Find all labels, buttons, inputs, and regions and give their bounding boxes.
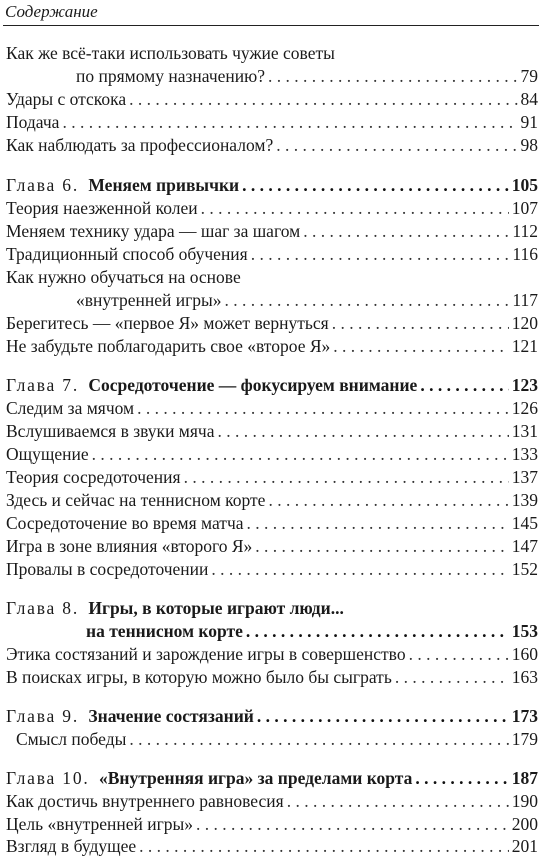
- toc-entry-page: 121: [511, 336, 538, 356]
- toc-entry-page: 152: [511, 559, 538, 579]
- leader-dots: [92, 443, 509, 466]
- chapter-page: 123: [511, 375, 538, 395]
- toc-entry-title: Не забудьте поблагодарить свое «второе Я»: [6, 336, 331, 356]
- leader-dots: [211, 558, 508, 581]
- toc-entry[interactable]: [6, 443, 538, 466]
- toc-entry[interactable]: [6, 312, 538, 335]
- toc-entry-title: Как наблюдать за профессионалом?: [6, 135, 274, 155]
- chapter-label: Глава 7.: [6, 375, 80, 395]
- toc-entry-title: Этика состязаний и зарождение игры в совершенство: [6, 644, 406, 664]
- toc-entry-page: 116: [512, 244, 538, 264]
- toc-entry-title: «внутренней игры»: [76, 290, 222, 310]
- header-rule: [3, 25, 539, 26]
- toc-entry[interactable]: [6, 266, 538, 289]
- leader-dots: [242, 174, 509, 197]
- toc-entry-title: Вслушиваемся в звуки мяча: [6, 421, 215, 441]
- toc-entry[interactable]: [6, 111, 538, 134]
- chapter-title: на теннисном корте: [86, 621, 243, 641]
- toc-entry-title: В поисках игры, в которую можно было бы сыграть: [6, 667, 392, 687]
- toc-entry[interactable]: [6, 535, 538, 558]
- leader-dots: [255, 535, 508, 558]
- toc-entry-title: Взгляд в будущее: [6, 836, 137, 856]
- chapter-heading[interactable]: [6, 374, 538, 397]
- toc-entry[interactable]: [6, 420, 538, 443]
- toc-entry-page: 163: [511, 667, 538, 687]
- leader-dots: [246, 620, 509, 643]
- chapter-label: Глава 8.: [6, 598, 80, 618]
- toc-entry-page: 190: [511, 791, 538, 811]
- chapter-heading[interactable]: [6, 767, 538, 790]
- toc-entry-page: 84: [520, 89, 538, 109]
- toc-entry[interactable]: [6, 558, 538, 581]
- toc-entry-page: 120: [511, 313, 538, 333]
- leader-dots: [62, 111, 517, 134]
- toc-entry-page: 160: [511, 644, 538, 664]
- toc-entry[interactable]: [76, 65, 538, 88]
- leader-dots: [303, 220, 509, 243]
- chapter-heading-continued[interactable]: [86, 620, 538, 643]
- toc-entry-title: Здесь и сейчас на теннисном корте: [6, 490, 266, 510]
- toc-entry[interactable]: [6, 197, 538, 220]
- chapter-title: «Внутренняя игра» за пределами корта: [98, 768, 413, 788]
- chapter-title: Игры, в которые играют люди...: [88, 598, 344, 618]
- chapter-title: Сосредоточение — фокусируем внимание: [88, 375, 418, 395]
- toc-entry-page: 79: [520, 66, 538, 86]
- leader-dots: [201, 197, 509, 220]
- chapter-label: Глава 10.: [6, 768, 90, 788]
- chapter-page: 173: [511, 706, 538, 726]
- toc-entry-title: Как достичь внутреннего равновесия: [6, 791, 284, 811]
- leader-dots: [420, 374, 508, 397]
- toc-entry[interactable]: [6, 813, 538, 836]
- toc-entry-title: Теория сосредоточения: [6, 467, 181, 487]
- chapter-page: 187: [511, 768, 538, 788]
- toc-entry[interactable]: [6, 397, 538, 420]
- leader-dots: [129, 88, 517, 111]
- toc-entry-title: Следим за мячом: [6, 398, 135, 418]
- toc-entry-title: Берегитесь — «первое Я» может вернуться: [6, 313, 329, 333]
- toc-entry-page: 139: [511, 490, 538, 510]
- toc-entry-title: Удары с отскока: [6, 89, 127, 109]
- toc-entry-page: 147: [511, 536, 538, 556]
- toc-entry[interactable]: [6, 243, 538, 266]
- toc-entry-title: Как же всё-таки использовать чужие советы: [6, 43, 335, 63]
- toc-entry[interactable]: [6, 489, 538, 512]
- toc-entry-page: 137: [511, 467, 538, 487]
- toc-entry[interactable]: [6, 790, 538, 813]
- toc-entry[interactable]: [16, 728, 538, 751]
- chapter-label: Глава 9.: [6, 706, 80, 726]
- chapter-heading[interactable]: [6, 174, 538, 197]
- toc-entry-title: Традиционный способ обучения: [6, 244, 248, 264]
- leader-dots: [137, 397, 509, 420]
- leader-dots: [247, 512, 509, 535]
- toc-entry-title: Провалы в сосредоточении: [6, 559, 209, 579]
- chapter-heading[interactable]: [6, 597, 538, 620]
- toc-entry-page: 200: [511, 814, 538, 834]
- toc-entry[interactable]: [6, 643, 538, 666]
- toc-entry-page: 98: [520, 135, 538, 155]
- toc-entry-page: 126: [511, 398, 538, 418]
- leader-dots: [268, 489, 508, 512]
- leader-dots: [257, 705, 509, 728]
- chapter-page: 153: [511, 621, 538, 641]
- leader-dots: [129, 728, 508, 751]
- leader-dots: [251, 243, 510, 266]
- running-head: Содержание: [5, 2, 98, 21]
- leader-dots: [415, 767, 508, 790]
- toc-entry[interactable]: [6, 512, 538, 535]
- chapter-page: 105: [511, 175, 538, 195]
- leader-dots: [332, 312, 509, 335]
- toc-entry-page: 91: [520, 112, 538, 132]
- chapter-label: Глава 6.: [6, 175, 80, 195]
- toc-entry-title: по прямому назначению?: [76, 66, 265, 86]
- toc-entry-title: Подача: [6, 112, 60, 132]
- chapter-title: Значение состязаний: [88, 706, 254, 726]
- toc-entry-title: Цель «внутренней игры»: [6, 814, 194, 834]
- toc-entry-title: Игра в зоне влияния «второго Я»: [6, 536, 253, 556]
- chapter-heading[interactable]: [6, 705, 538, 728]
- leader-dots: [268, 65, 518, 88]
- toc-entry-page: 133: [511, 444, 538, 464]
- leader-dots: [287, 790, 509, 813]
- toc-entry[interactable]: [6, 666, 538, 689]
- leader-dots: [409, 643, 509, 666]
- toc-entry[interactable]: [6, 835, 538, 858]
- toc-entry[interactable]: [6, 42, 538, 65]
- toc-entry-title: Как нужно обучаться на основе: [6, 267, 241, 287]
- toc-entry-title: Меняем технику удара — шаг за шагом: [6, 221, 301, 241]
- toc-entry-page: 117: [512, 290, 538, 310]
- toc-entry[interactable]: [6, 134, 538, 157]
- toc-entry-title: Сосредоточение во время матча: [6, 513, 244, 533]
- leader-dots: [225, 289, 510, 312]
- chapter-title: Меняем привычки: [88, 175, 240, 195]
- toc-entry-page: 107: [511, 198, 538, 218]
- toc-entry-title: Смысл победы: [16, 729, 127, 749]
- leader-dots: [333, 335, 508, 358]
- toc-entry[interactable]: [76, 289, 538, 312]
- toc-entry-page: 179: [511, 729, 538, 749]
- toc-entry-title: Теория наезженной колеи: [6, 198, 198, 218]
- leader-dots: [395, 666, 509, 689]
- leader-dots: [196, 813, 509, 836]
- toc-entry-page: 131: [511, 421, 538, 441]
- leader-dots: [218, 420, 509, 443]
- toc-entry-title: Ощущение: [6, 444, 89, 464]
- toc-entry[interactable]: [6, 466, 538, 489]
- toc-entry[interactable]: [6, 88, 538, 111]
- toc-entry-page: 201: [511, 836, 538, 856]
- toc-entry[interactable]: [6, 335, 538, 358]
- leader-dots: [139, 835, 509, 858]
- toc-entry-page: 145: [511, 513, 538, 533]
- leader-dots: [276, 134, 517, 157]
- toc-entry-page: 112: [512, 221, 538, 241]
- leader-dots: [184, 466, 509, 489]
- toc-entry[interactable]: [6, 220, 538, 243]
